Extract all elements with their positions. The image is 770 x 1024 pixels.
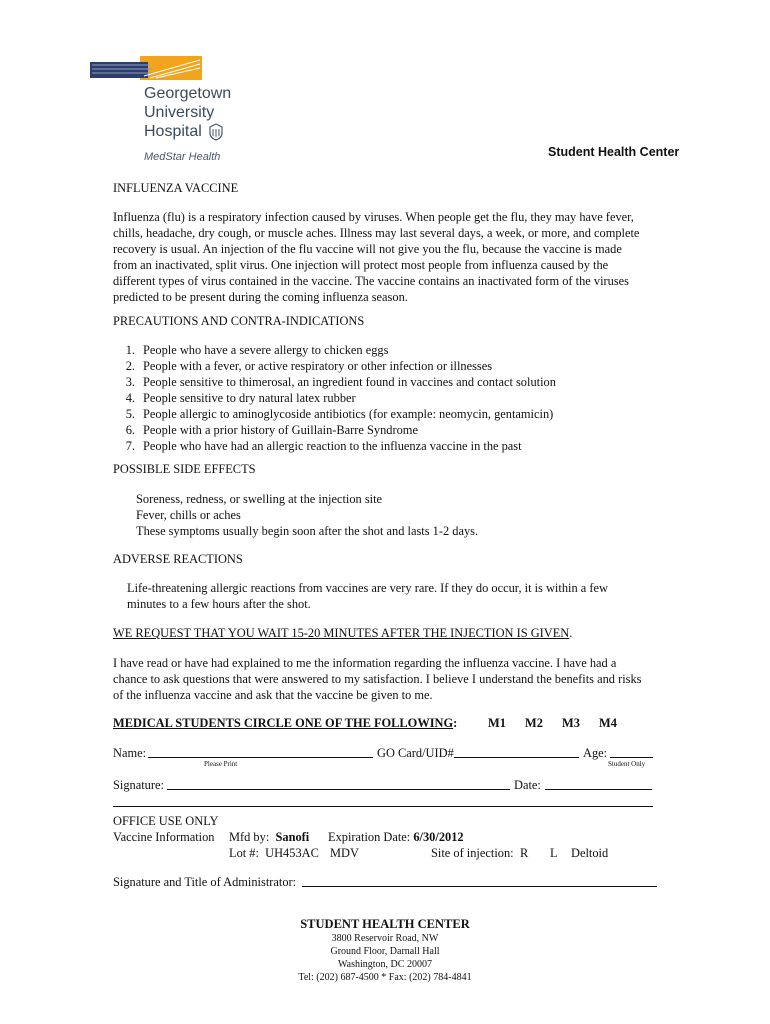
list-item: 7. People who have had an allergic reaction to the influenza vaccine in the past [125,439,522,453]
vaccine-info-label: Vaccine Information [113,830,215,844]
footer [270,916,500,984]
influenza-paragraph [113,209,673,305]
admin-signature-label: Signature and Title of Administrator: [113,875,297,889]
mfd-value: Sanofi [275,830,310,844]
site-label: Site of injection: [431,846,514,860]
age-field[interactable] [610,745,653,758]
side-effects-list [136,491,478,539]
precautions-heading: PRECAUTIONS AND CONTRA-INDICATIONS [113,314,365,328]
year-option-m1[interactable]: M1 [488,716,506,730]
paragraph-line: minutes to a few hours after the shot. [127,597,311,611]
expiration-value: 6/30/2012 [413,830,464,844]
paragraph-line: recovery is usual. An injection of the flu vaccine will not give you the flu, because the vaccine is made [113,242,622,256]
list-item: These symptoms usually begin soon after the shot and lasts 1-2 days. [136,524,479,538]
year-option-m4[interactable]: M4 [599,716,617,730]
office-divider [113,806,653,807]
gocard-field[interactable] [454,745,579,758]
footer-contact: Tel: (202) 687-4500 * Fax: (202) 784-4841 [298,972,472,983]
student-only-hint: Student Only [608,760,646,768]
footer-title: STUDENT HEALTH CENTER [300,917,470,931]
list-item: 5. People allergic to aminoglycoside antibiotics (for example: neomycin, gentamicin) [125,407,554,421]
list-item: 6. People with a prior history of Guillain-Barre Syndrome [125,423,418,437]
side-effects-heading: POSSIBLE SIDE EFFECTS [113,462,256,476]
signature-field[interactable] [167,777,510,790]
paragraph-line: from an inactivated, split virus. One injection will protect most people from influenza caused by the [113,258,609,272]
date-label: Date: [514,778,541,792]
expiration-row: Expiration Date: 6/30/2012 [328,830,464,844]
med-students-label: MEDICAL STUDENTS CIRCLE ONE OF THE FOLLOWING [113,716,454,730]
site-left-option[interactable]: L [550,846,558,860]
paragraph-line: I have read or have had explained to me the information regarding the influenza vaccine. I have had a [113,656,617,670]
mdv-label: MDV [330,846,359,860]
site-right-option[interactable]: R [520,846,529,860]
logo-name-line1: Georgetown [144,85,232,102]
admin-signature-field[interactable] [302,874,657,887]
paragraph-line: chance to ask questions that were answered to my satisfaction. I believe I understand the benefits and risks [113,672,642,686]
name-field[interactable] [148,745,373,758]
lot-value: UH453AC [265,846,319,860]
header-title: Student Health Center [548,145,680,159]
paragraph-line: chills, headache, dry cough, or muscle aches. Illness may last several days, a week, or more, and complete [113,226,640,240]
logo-name-line2: University [144,104,215,121]
med-students-row: MEDICAL STUDENTS CIRCLE ONE OF THE FOLLOWING: [113,716,458,730]
year-option-m2[interactable]: M2 [525,716,543,730]
office-heading: OFFICE USE ONLY [113,814,219,828]
logo [90,56,230,166]
logo-stripes-graphic [90,56,202,80]
list-item: Fever, chills or aches [136,508,241,522]
lot-row: Lot #: UH453AC [229,846,319,860]
footer-address-line1: 3800 Reservoir Road, NW [331,933,439,944]
footer-address-line3: Washington, DC 20007 [338,959,432,970]
paragraph-line: of the influenza vaccine and ask that the vaccine be given to me. [113,688,433,702]
site-deltoid-label: Deltoid [571,846,609,860]
name-label: Name: [113,746,147,760]
adverse-paragraph [127,580,608,612]
list-item: 4. People sensitive to dry natural latex rubber [125,391,356,405]
list-item: Soreness, redness, or swelling at the injection site [136,492,383,506]
paragraph-line: Influenza (flu) is a respiratory infection caused by viruses. When people get the flu, they may have fever, [113,210,634,224]
paragraph-line: different types of virus contained in the vaccine. The vaccine contains an inactivated form of the viruses [113,274,629,288]
year-option-m3[interactable]: M3 [562,716,580,730]
consent-paragraph [113,655,642,703]
hospital-crest-icon [208,123,224,141]
age-label: Age: [583,746,608,760]
wait-notice: WE REQUEST THAT YOU WAIT 15-20 MINUTES AFTER THE INJECTION IS GIVEN. [113,626,573,640]
logo-name-line3: Hospital [144,122,231,141]
signature-label: Signature: [113,778,164,792]
please-print-hint: Please Print [204,760,238,768]
list-item: 3. People sensitive to thimerosal, an ingredient found in vaccines and contact solution [125,375,556,389]
list-item: 2. People with a fever, or active respiratory or other infection or illnesses [125,359,493,373]
adverse-heading: ADVERSE REACTIONS [113,552,243,566]
logo-subbrand: MedStar Health [144,151,221,163]
gocard-label: GO Card/UID# [377,746,454,760]
precautions-list [113,342,556,454]
influenza-heading: INFLUENZA VACCINE [113,181,239,195]
mfd-row: Mfd by: Sanofi [229,830,310,844]
list-item: 1. People who have a severe allergy to chicken eggs [125,343,389,357]
footer-address-line2: Ground Floor, Darnall Hall [330,946,440,957]
paragraph-line: Life-threatening allergic reactions from vaccines are very rare. If they do occur, it is within a few [127,581,608,595]
paragraph-line: predicted to be present during the coming influenza season. [113,290,408,304]
date-field[interactable] [545,777,652,790]
